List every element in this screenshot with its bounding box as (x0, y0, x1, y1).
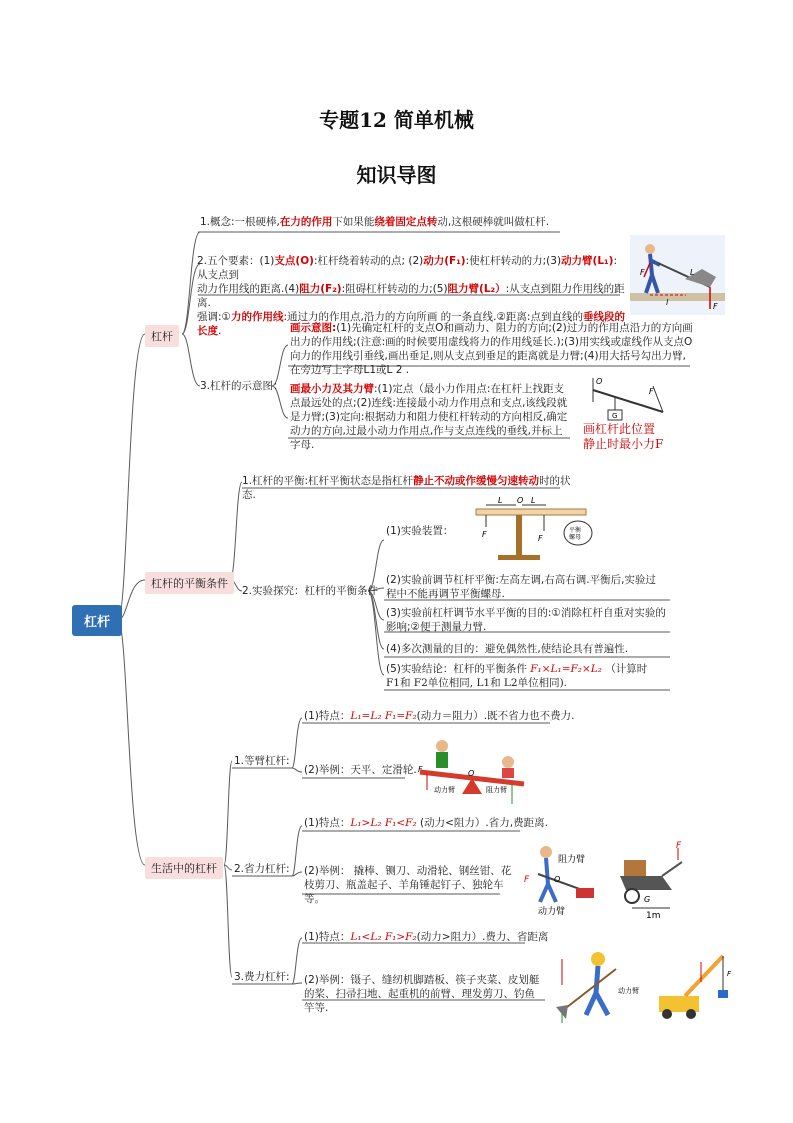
force-saving-label: 2.省力杠杆: (234, 863, 290, 875)
seesaw-figure (412, 728, 532, 808)
min-force-caption: 画杠杆此位置 静止时最小力F (583, 422, 664, 451)
balance-apparatus-figure (456, 495, 601, 565)
crowbar-resist-arm: 阻力臂 (558, 855, 586, 865)
crane-figure (655, 950, 740, 1025)
svg-text:O: O (596, 377, 603, 386)
equal-arm-examples: (2)举例：天平、定滑轮. (304, 764, 417, 776)
svg-text:G: G (612, 412, 618, 420)
exp-step-5: (5)实验结论：杠杆的平衡条件 F₁×L₁=F₂×L₂ （计算时 F1和 F2单位相同, L1和 L2单位相同). (386, 663, 648, 689)
force-saving-feature: (1)特点：L₁>L₂ F₁<F₂ (动力<阻力）.省力,费距离. (304, 817, 548, 829)
svg-text:F: F (538, 534, 543, 543)
shovel-arm-label: 动力臂 (618, 987, 639, 995)
force-costing-label: 3.费力杠杆: (234, 971, 290, 983)
svg-text:阻力臂: 阻力臂 (486, 786, 507, 794)
experiment-label: 2.实验探究：杠杆的平衡条件 (242, 585, 379, 597)
svg-text:l: l (666, 298, 669, 307)
svg-text:O: O (468, 769, 475, 778)
svg-text:螺母: 螺母 (569, 534, 582, 541)
seesaw-arm-label: 动力臂 (434, 786, 455, 794)
branch-balance: 杠杆的平衡条件 (145, 572, 234, 594)
svg-text:F: F (649, 387, 654, 396)
svg-text:L: L (690, 268, 695, 277)
root-node: 杠杆 (72, 605, 122, 636)
svg-text:F: F (676, 841, 682, 851)
svg-text:L: L (531, 496, 536, 505)
lever-concept: 1.概念:一根硬棒,在力的作用下如果能绕着固定点转动,这根硬棒就叫做杠杆. (200, 216, 550, 228)
min-force-steps: 画最小力及其力臂:(1)定点（最小力作用点:在杠杆上找距支点最远处的点;(2)连线:连接最小动力作用点和支点,该线段就是力臂;(3)定向:根据动力和阻力使杠杆转动的方向相反,确定动力的方向,过最小动力作用点,作与支点连线的垂线,并标上字母. (290, 383, 568, 451)
svg-text:F: F (640, 268, 645, 277)
svg-text:F: F (727, 970, 732, 978)
lever-balance-definition: 1.杠杆的平衡:杠杆平衡状态是指杠杆静止不动或作缓慢匀速转动时的状态. (242, 475, 571, 501)
page-subtitle: 知识导图 (356, 163, 437, 187)
draw-diagram-steps: 画示意图:(1)先确定杠杆的支点O和画动力、阻力的方向;(2)过力的作用点沿力的方向画出力的作用线;(注意:画的时候要用虚线将力的作用线延长.);(3)用实线或虚线作从支点O向力的作用线引垂线,画出垂足,则从支点到垂足的距离就是力臂;(4)用大括号勾出力臂,在旁边写上字母L1或L 2 . (290, 322, 693, 376)
page-title: 专题12 简单机械 (319, 108, 474, 132)
wheelbarrow-distance: 1m (646, 911, 661, 920)
svg-text:F: F (713, 302, 718, 311)
svg-text:F: F (482, 530, 487, 539)
svg-text:动力臂: 动力臂 (538, 907, 566, 917)
wheelbarrow-figure (612, 840, 687, 920)
svg-text:O: O (517, 496, 524, 505)
branch-lever: 杠杆 (145, 325, 179, 347)
force-costing-examples: (2)举例：镊子、缝纫机脚踏板、筷子夹菜、皮划艇的桨、扫帚扫地、起重机的前臂、理发剪刀、钓鱼竿等. (304, 974, 540, 1014)
svg-text:G: G (644, 895, 651, 904)
force-saving-examples: (2)举例： 撬棒、铡刀、动滑轮、钢丝钳、花枝剪刀、瓶盖起子、羊角锤起钉子、独轮车等。 (304, 865, 512, 905)
exp-step-2: (2)实验前调节杠杆平衡:左高左调,右高右调.平衡后,实验过程中不能再调节平衡螺母. (386, 574, 656, 600)
svg-text:L: L (498, 496, 503, 505)
svg-text:F: F (418, 765, 423, 774)
crowbar-figure (630, 235, 725, 315)
branch-daily-levers: 生活中的杠杆 (145, 857, 223, 879)
exp-step-3: (3)实验前杠杆调节水平平衡的目的:①消除杠杆自重对实验的影响;②便于测量力臂. (386, 607, 666, 633)
exp-apparatus-label: (1)实验装置： (386, 525, 454, 537)
balance-nut-label: 平衡 (569, 527, 582, 534)
equal-arm-feature: (1)特点：L₁=L₂ F₁=F₂(动力＝阻力）.既不省力也不费力. (304, 710, 575, 722)
five-elements: 2.五个要素：(1)支点(O):杠杆绕着转动的点; (2)动力(F₁):使杠杆转动的力;(3)动力臂(L₁):从支点到 动力作用线的距离.(4)阻力(F₂):阻碍杠杆转动的力;(5)阻力臂(L₂）:从支点到阻力作用线的距离. 强调:①力的作用线:通过力的作用点,沿力的方向所画 的一条直线.②距离:点到直线的垂线段的长度. (197, 255, 625, 337)
equal-arm-label: 1.等臂杠杆: (234, 755, 290, 767)
svg-text:O: O (554, 875, 561, 884)
min-force-figure (583, 372, 678, 427)
force-costing-feature: (1)特点：L₁<L₂ F₁>F₂(动力>阻力）.费力、省距离 (304, 931, 549, 943)
svg-text:F: F (524, 875, 530, 885)
crowbar-saving-figure (518, 840, 603, 920)
shovel-figure (548, 945, 648, 1025)
exp-step-4: (4)多次测量的目的：避免偶然性,使结论具有普遍性. (386, 643, 629, 655)
lever-diagram-label: 3.杠杆的示意图： (200, 380, 284, 392)
